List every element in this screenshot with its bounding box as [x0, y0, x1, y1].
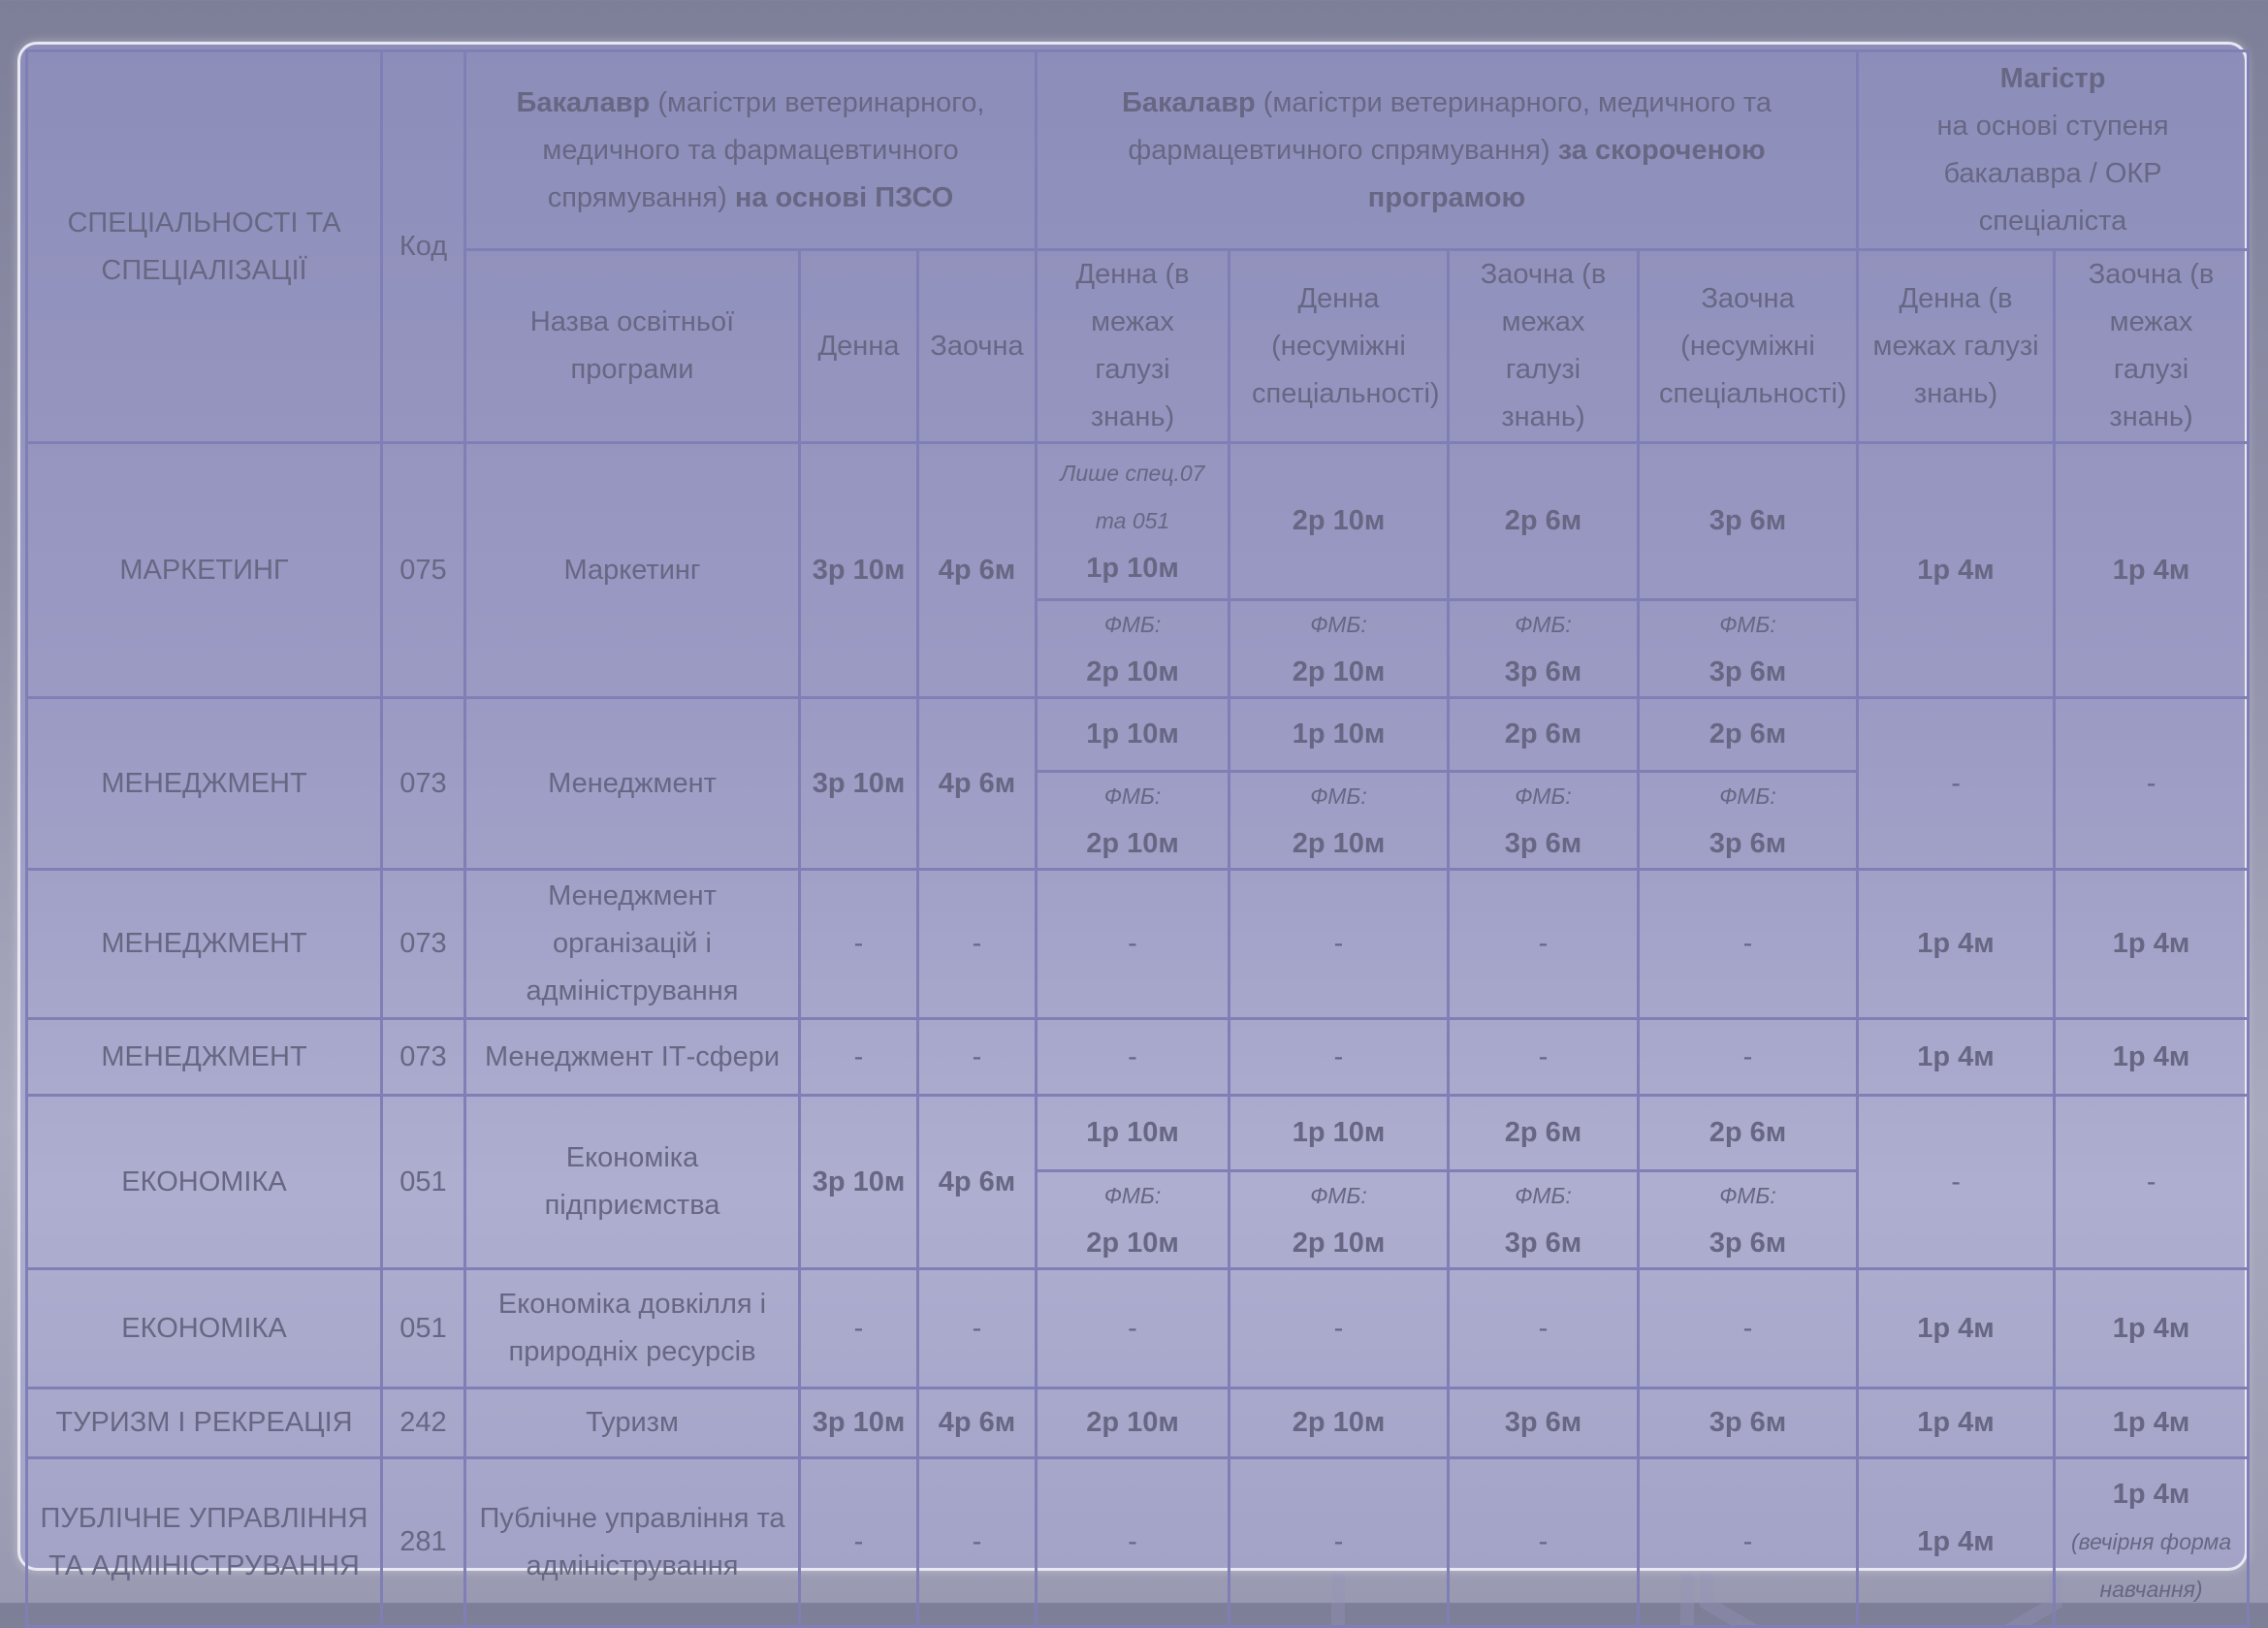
- master-extramural-cell: 1р 4м: [2055, 1269, 2249, 1389]
- header-bachelor-short-text: (магістри ветеринарного, медичного та фармацевтичного спрямування): [1128, 86, 1772, 166]
- specialty-cell: МЕНЕДЖМЕНТ: [27, 1019, 382, 1096]
- specialty-cell: ЕКОНОМІКА: [27, 1096, 382, 1269]
- fmb-cell: [1037, 1171, 1230, 1269]
- fmb-value: 3р 6м: [1504, 1228, 1582, 1259]
- short-day-within-cell: 1р 10м: [1037, 698, 1230, 772]
- code-cell: 073: [382, 1019, 465, 1096]
- master-extramural-cell: 1р 4м: [2055, 1019, 2249, 1096]
- short-day-within-cell: [1037, 443, 1230, 600]
- master-day-cell: 1р 4м: [1858, 870, 2055, 1019]
- dash-cell: -: [1230, 1458, 1449, 1627]
- fmb-cell: [1639, 1171, 1858, 1269]
- day-cell: 3р 10м: [800, 1096, 918, 1269]
- master-extramural-cell: 1р 4м: [2055, 870, 2249, 1019]
- fmb-label: ФМБ:: [1719, 1183, 1776, 1208]
- day-cell: 3р 10м: [800, 698, 918, 870]
- fmb-label: ФМБ:: [1103, 783, 1162, 809]
- fmb-cell: [1037, 772, 1230, 870]
- header-day-within: Денна (в межах галузі знань): [1037, 250, 1230, 443]
- dash-cell: -: [1449, 1458, 1639, 1627]
- short-extramural-non-adjacent-cell: 3р 6м: [1639, 443, 1858, 600]
- extramural-cell: 4р 6м: [918, 1389, 1037, 1458]
- short-extramural-non-adjacent-cell: 2р 6м: [1639, 698, 1858, 772]
- fmb-value: 2р 10м: [1086, 656, 1179, 687]
- table-row: [27, 1019, 2249, 1096]
- short-day-non-adjacent-cell: 2р 10м: [1230, 1389, 1449, 1458]
- header-bachelor-full-text: (магістри ветеринарного, медичного та фармацевтичного спрямування): [542, 86, 985, 213]
- fmb-label: ФМБ:: [1103, 1183, 1162, 1208]
- code-cell: 051: [382, 1269, 465, 1389]
- code-cell: 073: [382, 698, 465, 870]
- master-extramural-cell: 1р 4м: [2055, 443, 2249, 698]
- fmb-value: 2р 10м: [1086, 1228, 1179, 1259]
- dash-cell: -: [1639, 1458, 1858, 1627]
- short-extramural-within-cell: 3р 6м: [1449, 1389, 1639, 1458]
- program-cell: Туризм: [465, 1389, 800, 1458]
- header-extramural-within: Заочна (в межах галузі знань): [1449, 250, 1639, 443]
- fmb-label: ФМБ:: [1310, 783, 1367, 809]
- specialty-cell: МЕНЕДЖМЕНТ: [27, 698, 382, 870]
- fmb-cell: [1639, 772, 1858, 870]
- master-extramural-value: 1р 4м: [2112, 1479, 2190, 1510]
- day-cell: 3р 10м: [800, 1389, 918, 1458]
- code-cell: 073: [382, 870, 465, 1019]
- short-day-non-adjacent-cell: 1р 10м: [1230, 1096, 1449, 1171]
- extramural-cell: 4р 6м: [918, 698, 1037, 870]
- table-row: [27, 1096, 2249, 1171]
- short-day-non-adjacent-cell: 2р 10м: [1230, 443, 1449, 600]
- master-extramural-cell: 1р 4м: [2055, 1389, 2249, 1458]
- dash-cell: -: [800, 1458, 918, 1627]
- specialty-cell: МЕНЕДЖМЕНТ: [27, 870, 382, 1019]
- header-program-name: Назва освітньої програми: [465, 250, 800, 443]
- header-specialties: СПЕЦІАЛЬНОСТІ ТА СПЕЦІАЛІЗАЦІЇ: [27, 51, 382, 443]
- fmb-label: ФМБ:: [1515, 783, 1572, 809]
- code-cell: 051: [382, 1096, 465, 1269]
- header-extramural-non-adjacent: Заочна (несуміжні спеціальності): [1639, 250, 1858, 443]
- dash-cell: -: [1449, 870, 1639, 1019]
- dash-cell: -: [918, 1269, 1037, 1389]
- header-master-text: на основі ступеня бакалавра / ОКР спеціаліста: [1936, 111, 2169, 237]
- fmb-cell: [1449, 1171, 1639, 1269]
- dash-cell: -: [918, 1458, 1037, 1627]
- fmb-value: 2р 10м: [1292, 656, 1386, 687]
- dash-cell: -: [918, 1019, 1037, 1096]
- header-bachelor-full: [465, 51, 1037, 250]
- program-cell: Маркетинг: [465, 443, 800, 698]
- fmb-label: ФМБ:: [1310, 612, 1367, 637]
- fmb-value: 3р 6м: [1709, 828, 1787, 859]
- header-day: Денна: [800, 250, 918, 443]
- program-cell: Економіка підприємства: [465, 1096, 800, 1269]
- code-cell: 281: [382, 1458, 465, 1627]
- fmb-label: ФМБ:: [1719, 612, 1776, 637]
- master-day-cell: -: [1858, 698, 2055, 870]
- programs-table-panel: [17, 42, 2248, 1602]
- header-day-non-adjacent: Денна (несуміжні спеціальності): [1230, 250, 1449, 443]
- specialty-cell: ЕКОНОМІКА: [27, 1269, 382, 1389]
- specialty-cell: ТУРИЗМ І РЕКРЕАЦІЯ: [27, 1389, 382, 1458]
- dash-cell: -: [1230, 870, 1449, 1019]
- marketing-note: Лише спец.07 та 051: [1060, 461, 1205, 533]
- dash-cell: -: [800, 870, 918, 1019]
- program-cell: Менеджмент організацій і адміністрування: [465, 870, 800, 1019]
- day-cell: 3р 10м: [800, 443, 918, 698]
- fmb-cell: [1449, 772, 1639, 870]
- table-row: [27, 1389, 2249, 1458]
- short-extramural-within-cell: 2р 6м: [1449, 443, 1639, 600]
- short-day-non-adjacent-cell: 1р 10м: [1230, 698, 1449, 772]
- fmb-value: 3р 6м: [1504, 656, 1582, 687]
- fmb-cell: [1449, 600, 1639, 698]
- dash-cell: -: [800, 1019, 918, 1096]
- short-extramural-within-cell: 2р 6м: [1449, 698, 1639, 772]
- fmb-value: 2р 10м: [1292, 828, 1386, 859]
- dash-cell: -: [1037, 1458, 1230, 1627]
- master-day-cell: 1р 4м: [1858, 1458, 2055, 1627]
- program-cell: Менеджмент ІТ-сфери: [465, 1019, 800, 1096]
- fmb-value: 3р 6м: [1709, 1228, 1787, 1259]
- header-code: Код: [382, 51, 465, 443]
- header-extramural: Заочна: [918, 250, 1037, 443]
- fmb-cell: [1037, 600, 1230, 698]
- master-day-cell: -: [1858, 1096, 2055, 1269]
- dash-cell: -: [1037, 1019, 1230, 1096]
- evening-form-note: (вечірня форма навчання): [2070, 1529, 2232, 1602]
- short-extramural-within-cell: 2р 6м: [1449, 1096, 1639, 1171]
- short-value: 1р 10м: [1086, 553, 1179, 584]
- header-bachelor-full-bold: Бакалавр: [516, 86, 651, 118]
- fmb-cell: [1230, 772, 1449, 870]
- master-extramural-cell: -: [2055, 1096, 2249, 1269]
- header-master-bold: Магістр: [1999, 63, 2106, 94]
- fmb-value: 2р 10м: [1086, 828, 1179, 859]
- table-row: [27, 443, 2249, 600]
- fmb-cell: [1230, 600, 1449, 698]
- short-day-within-cell: 2р 10м: [1037, 1389, 1230, 1458]
- fmb-value: 2р 10м: [1292, 1228, 1386, 1259]
- dash-cell: -: [1449, 1019, 1639, 1096]
- program-cell: Публічне управління та адміністрування: [465, 1458, 800, 1627]
- header-row-1: [27, 51, 2249, 250]
- header-bachelor-short-tail: за скороченою програмою: [1367, 134, 1766, 213]
- program-cell: Економіка довкілля і природніх ресурсів: [465, 1269, 800, 1389]
- extramural-cell: 4р 6м: [918, 1096, 1037, 1269]
- fmb-label: ФМБ:: [1719, 783, 1776, 809]
- code-cell: 075: [382, 443, 465, 698]
- master-day-cell: 1р 4м: [1858, 443, 2055, 698]
- master-day-cell: 1р 4м: [1858, 1019, 2055, 1096]
- specialty-cell: МАРКЕТИНГ: [27, 443, 382, 698]
- fmb-value: 3р 6м: [1504, 828, 1582, 859]
- dash-cell: -: [1230, 1019, 1449, 1096]
- short-extramural-non-adjacent-cell: 3р 6м: [1639, 1389, 1858, 1458]
- extramural-cell: 4р 6м: [918, 443, 1037, 698]
- header-bachelor-short: [1037, 51, 1858, 250]
- dash-cell: -: [1037, 870, 1230, 1019]
- fmb-label: ФМБ:: [1310, 1183, 1367, 1208]
- dash-cell: -: [918, 870, 1037, 1019]
- specialty-cell: ПУБЛІЧНЕ УПРАВЛІННЯ ТА АДМІНІСТРУВАННЯ: [27, 1458, 382, 1627]
- table-row: [27, 1458, 2249, 1627]
- fmb-label: ФМБ:: [1515, 612, 1572, 637]
- short-day-within-cell: 1р 10м: [1037, 1096, 1230, 1171]
- fmb-cell: [1639, 600, 1858, 698]
- master-extramural-cell: [2055, 1458, 2249, 1627]
- dash-cell: -: [1639, 1269, 1858, 1389]
- master-day-cell: 1р 4м: [1858, 1389, 2055, 1458]
- programs-table: [25, 49, 2250, 1628]
- fmb-value: 3р 6м: [1709, 656, 1787, 687]
- header-bachelor-full-tail: на основі ПЗСО: [734, 181, 954, 213]
- header-master-day: Денна (в межах галузі знань): [1858, 250, 2055, 443]
- header-master: [1858, 51, 2249, 250]
- dash-cell: -: [1230, 1269, 1449, 1389]
- fmb-cell: [1230, 1171, 1449, 1269]
- code-cell: 242: [382, 1389, 465, 1458]
- table-row: [27, 698, 2249, 772]
- dash-cell: -: [1037, 1269, 1230, 1389]
- dash-cell: -: [1449, 1269, 1639, 1389]
- dash-cell: -: [1639, 870, 1858, 1019]
- short-extramural-non-adjacent-cell: 2р 6м: [1639, 1096, 1858, 1171]
- header-bachelor-short-bold: Бакалавр: [1122, 86, 1256, 118]
- dash-cell: -: [1639, 1019, 1858, 1096]
- table-row: [27, 1269, 2249, 1389]
- header-master-extramural: Заочна (в межах галузі знань): [2055, 250, 2249, 443]
- fmb-label: ФМБ:: [1515, 1183, 1572, 1208]
- dash-cell: -: [800, 1269, 918, 1389]
- program-cell: Менеджмент: [465, 698, 800, 870]
- table-row: [27, 870, 2249, 1019]
- fmb-label: ФМБ:: [1103, 612, 1162, 637]
- master-extramural-cell: -: [2055, 698, 2249, 870]
- master-day-cell: 1р 4м: [1858, 1269, 2055, 1389]
